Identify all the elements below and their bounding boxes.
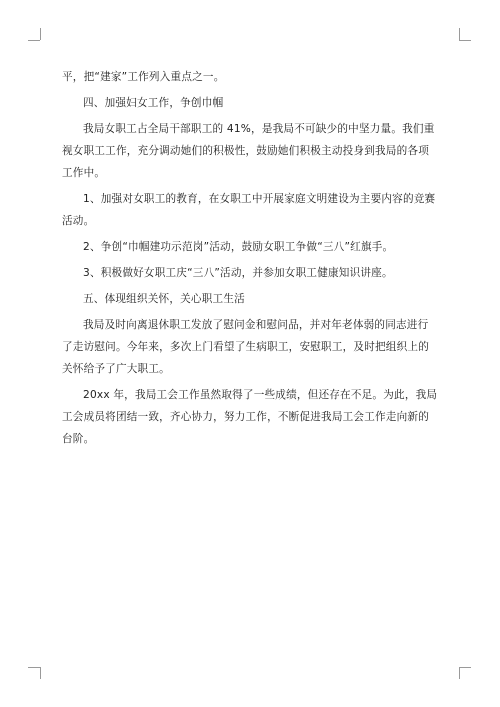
crop-mark-top-right-horizontal [459,40,471,41]
crop-mark-bottom-left-horizontal [28,667,40,668]
crop-mark-top-left-vertical [40,28,41,40]
paragraph-9: 20xx 年，我局工会工作虽然取得了一些成绩，但还存在不足。为此，我局工会成员将团结一致，齐心协力，努力工作，不断促进我局工会工作走向新的台阶。 [62,389,438,445]
section-heading-4: 四、加强妇女工作，争创巾帼 [83,97,224,109]
paragraph-1: 平，把“建家”工作列入重点之一。 [62,71,225,83]
paragraph-3: 我局女职工占全局干部职工的 41%，是我局不可缺少的中坚力量。我们重视女职工工作，充分调动她们的积极性，鼓励她们积极主动投身到我局的各项工作中。 [62,123,435,179]
document-body [62,66,438,450]
crop-mark-bottom-left-vertical [40,667,41,679]
list-item-2: 2、争创“巾帼建功示范岗”活动，鼓励女职工争做“三八”红旗手。 [83,241,394,253]
list-item-1: 1、加强对女职工的教育，在女职工中开展家庭文明建设为主要内容的竞赛活动。 [62,193,436,227]
section-heading-5: 五、体现组织关怀，关心职工生活 [83,293,245,305]
crop-mark-top-left-horizontal [28,40,40,41]
crop-mark-top-right-vertical [459,28,460,40]
crop-mark-bottom-right-vertical [459,667,460,679]
crop-mark-bottom-right-horizontal [459,667,471,668]
paragraph-8: 我局及时向离退休职工发放了慰问金和慰问品，并对年老体弱的同志进行了走访慰问。今年来，多次上门看望了生病职工，安慰职工，及时把组织上的关怀给予了广大职工。 [62,319,429,375]
list-item-3: 3、积极做好女职工庆“三八”活动，并参加女职工健康知识讲座。 [83,267,393,279]
